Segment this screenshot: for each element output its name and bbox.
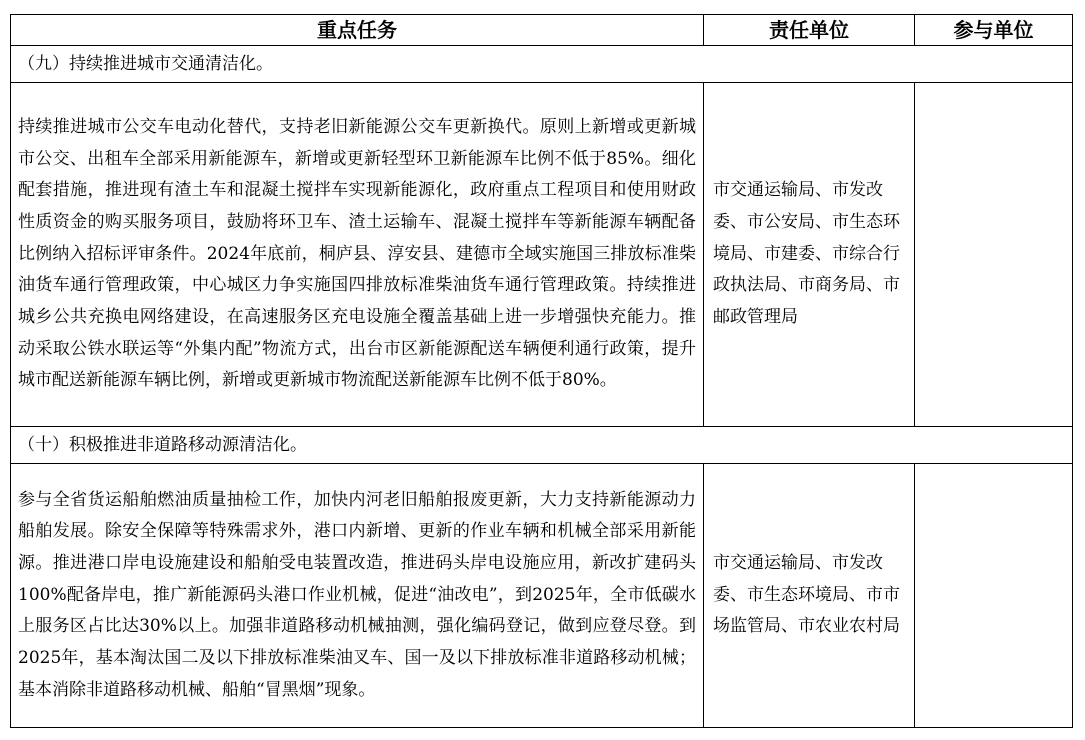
responsible-units: 市交通运输局、市发改委、市公安局、市生态环境局、市建委、市综合行政执法局、市商务局、市邮政管理局: [704, 83, 915, 427]
header-responsible-unit: 责任单位: [704, 15, 915, 46]
section-title-row: [11, 46, 1073, 83]
task-description: 持续推进城市公交车电动化替代，支持老旧新能源公交车更新换代。原则上新增或更新城市公交、出租车全部采用新能源车，新增或更新轻型环卫新能源车比例不低于85%。细化配套措施，推进现有渣土车和混凝土搅拌车实现新能源化，政府重点工程项目和使用财政性质资金的购买服务项目，鼓励将环卫车、渣土运输车、混凝土搅拌车等新能源车辆配备比例纳入招标评审条件。2024年底前，桐庐县、淳安县、建德市全域实施国三排放标准柴油货车通行管理政策，中心城区力争实施国四排放标准柴油货车通行管理政策。持续推进城乡公共充换电网络建设，在高速服务区充电设施全覆盖基础上进一步增强快充能力。推动采取公铁水联运等“外集内配”物流方式，出台市区新能源配送车辆便利通行政策，提升城市配送新能源车辆比例，新增或更新城市物流配送新能源车比例不低于80%。: [11, 83, 704, 427]
task-description: 参与全省货运船舶燃油质量抽检工作，加快内河老旧船舶报废更新，大力支持新能源动力船舶发展。除安全保障等特殊需求外，港口内新增、更新的作业车辆和机械全部采用新能源。推进港口岸电设施建设和船舶受电装置改造，推进码头岸电设施应用，新改扩建码头100%配备岸电，推广新能源码头港口作业机械，促进“油改电”，到2025年，全市低碳水上服务区占比达30%以上。加强非道路移动机械抽测，强化编码登记，做到应登尽登。到2025年，基本淘汰国二及以下排放标准柴油叉车、国一及以下排放标准非道路移动机械；基本消除非道路移动机械、船舶“冒黑烟”现象。: [11, 464, 704, 728]
header-participating-unit: 参与单位: [915, 15, 1073, 46]
participating-units: [915, 83, 1073, 427]
task-table: [10, 14, 1073, 728]
header-row: [11, 15, 1073, 46]
table-row: [11, 83, 1073, 427]
responsible-units: 市交通运输局、市发改委、市生态环境局、市市场监管局、市农业农村局: [704, 464, 915, 728]
table-row: [11, 464, 1073, 728]
participating-units: [915, 464, 1073, 728]
section-title: （十）积极推进非道路移动源清洁化。: [11, 427, 1073, 464]
section-title-row: [11, 427, 1073, 464]
section-title: （九）持续推进城市交通清洁化。: [11, 46, 1073, 83]
header-key-tasks: 重点任务: [11, 15, 704, 46]
